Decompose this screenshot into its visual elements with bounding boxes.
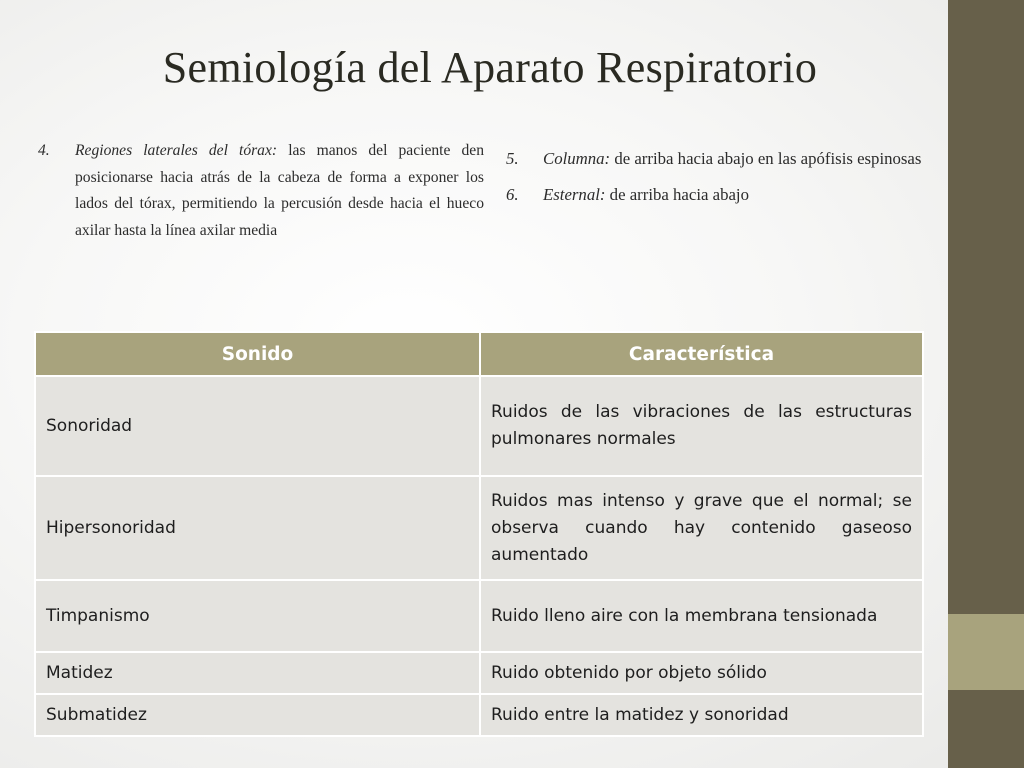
slide-title: Semiología del Aparato Respiratorio — [162, 43, 818, 92]
sound-cell: Hipersonoridad — [35, 476, 480, 580]
list-item-5 — [506, 143, 940, 175]
characteristic-cell: Ruidos mas intenso y grave que el normal; se observa cuando hay contenido gaseoso aumentado — [480, 476, 923, 580]
item-number: 6. — [506, 185, 519, 204]
item-text: las manos del paciente den posicionarse hacia atrás de la cabeza de forma a exponer los lados del tórax, permitiendo la percusión desde hacia el hueco axilar hasta la línea axilar media — [75, 142, 485, 239]
right-column — [506, 143, 940, 211]
header-cell-caracteristica: Característica — [480, 332, 923, 376]
header-cell-sonido: Sonido — [35, 332, 480, 376]
item-body — [543, 143, 940, 175]
item-body — [75, 138, 484, 244]
item-number: 4. — [38, 142, 50, 159]
list-item-4 — [38, 138, 484, 244]
sound-cell: Submatidez — [35, 694, 480, 736]
table-row — [35, 580, 923, 652]
item-text: de arriba hacia abajo — [609, 185, 749, 204]
left-column — [38, 138, 484, 244]
characteristic-cell: Ruido lleno aire con la membrana tensionada — [480, 580, 923, 652]
sound-cell: Timpanismo — [35, 580, 480, 652]
table-row — [35, 376, 923, 476]
item-number: 5. — [506, 149, 519, 168]
characteristic-cell: Ruido obtenido por objeto sólido — [480, 652, 923, 694]
sound-characteristics-table — [34, 331, 924, 737]
item-term: Regiones laterales del tórax: — [75, 142, 278, 159]
table-header-row — [35, 332, 923, 376]
table-row — [35, 476, 923, 580]
characteristic-cell: Ruido entre la matidez y sonoridad — [480, 694, 923, 736]
table-row — [35, 652, 923, 694]
sidebar-accent-block — [948, 614, 1024, 690]
table-row — [35, 694, 923, 736]
item-term: Esternal: — [543, 185, 606, 204]
item-term: Columna: — [543, 149, 611, 168]
sound-cell: Sonoridad — [35, 376, 480, 476]
item-text: de arriba hacia abajo en las apófisis espinosas — [614, 149, 922, 168]
characteristic-cell: Ruidos de las vibraciones de las estructuras pulmonares normales — [480, 376, 923, 476]
list-item-6 — [506, 179, 940, 211]
item-body — [543, 179, 940, 211]
sound-cell: Matidez — [35, 652, 480, 694]
